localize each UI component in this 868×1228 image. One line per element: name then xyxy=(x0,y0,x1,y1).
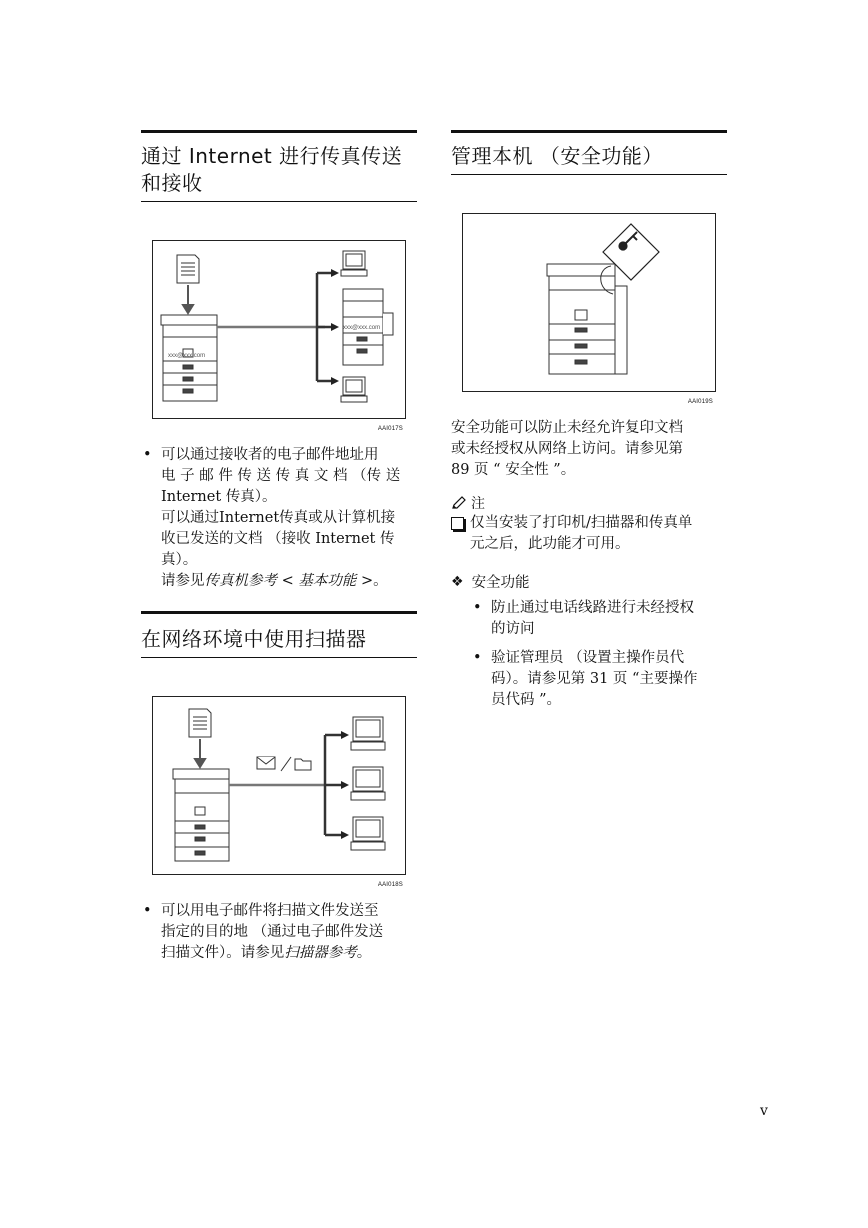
figure-internet-fax xyxy=(152,240,406,432)
note-heading: 注 xyxy=(451,493,727,513)
sender-address-label: xxx@xxx.com xyxy=(168,353,206,359)
diamond-bullet-icon: ❖ xyxy=(451,573,464,590)
left-column xyxy=(141,130,417,964)
down-arrow-icon xyxy=(183,285,193,313)
receiver-address-label: xxx@xxx.com xyxy=(343,325,381,331)
send-arrow xyxy=(229,731,349,839)
page-number: v xyxy=(760,1103,768,1119)
computer-icon xyxy=(341,377,367,402)
right-column xyxy=(451,130,727,719)
pencil-icon xyxy=(451,496,467,510)
figure-security xyxy=(462,213,716,405)
computer-icon xyxy=(351,767,385,800)
internet-fax-diagram xyxy=(153,241,405,418)
figure-code: AAI018S xyxy=(377,882,403,888)
scanner-machine-icon xyxy=(173,769,229,861)
copier-machine-icon xyxy=(547,264,627,374)
list-item: • 可以通过接收者的电子邮件地址用 电 子 邮 件 传 送 传 真 文 档 （传 送 Internet 传真）。 可以通过Internet传真或从计算机接 收已发送的文档 （接收 Internet 传 真）。 请参见传真机参考 < 基本功能 >。 xyxy=(141,445,417,592)
document-icon xyxy=(177,255,199,283)
section-title-security: 管理本机 （安全功能） xyxy=(451,130,727,175)
section-title-internet-fax: 通过 Internet 进行传真传送 和接收 xyxy=(141,130,417,202)
note-item: 仅当安装了打印机/扫描器和传真单 元之后，此功能才可用。 xyxy=(451,513,727,555)
slash-separator xyxy=(281,757,291,771)
network-scanner-bullets xyxy=(141,901,417,964)
document-icon xyxy=(189,709,211,737)
list-item: • 验证管理员 （设置主操作员代 码）。请参见第 31 页 “主要操作 员代码 ”。 xyxy=(471,648,727,711)
figure-code: AAI017S xyxy=(377,426,403,432)
security-diagram xyxy=(463,214,715,391)
computer-icon xyxy=(341,251,367,276)
figure-network-scanner xyxy=(152,696,406,888)
folder-icon xyxy=(295,759,311,770)
computer-icon xyxy=(351,817,385,850)
figure-code: AAI019S xyxy=(687,399,713,405)
send-arrow xyxy=(217,269,339,385)
feature-heading: ❖ 安全功能 xyxy=(451,573,530,591)
envelope-icon xyxy=(257,757,275,769)
reference-line: 扫描文件）。请参见扫描器参考。 xyxy=(161,945,372,961)
network-scanner-diagram xyxy=(153,697,405,874)
reference-line: 请参见传真机参考 < 基本功能 >。 xyxy=(161,573,388,589)
computer-icon xyxy=(351,717,385,750)
security-description: 安全功能可以防止未经允许复印文档 或未经授权从网络上访问。请参见第 89 页 “ 安全性 ”。 xyxy=(451,420,683,478)
internet-fax-bullets xyxy=(141,445,417,592)
security-feature-list xyxy=(471,598,727,711)
section-title-network-scanner: 在网络环境中使用扫描器 xyxy=(141,611,417,658)
checkbox-icon xyxy=(451,517,464,530)
list-item: • 可以用电子邮件将扫描文件发送至 指定的目的地 （通过电子邮件发送 扫描文件）。请参见扫描器参考。 xyxy=(141,901,417,964)
down-arrow-icon xyxy=(195,739,205,767)
list-item: • 防止通过电话线路进行未经授权 的访问 xyxy=(471,598,727,640)
